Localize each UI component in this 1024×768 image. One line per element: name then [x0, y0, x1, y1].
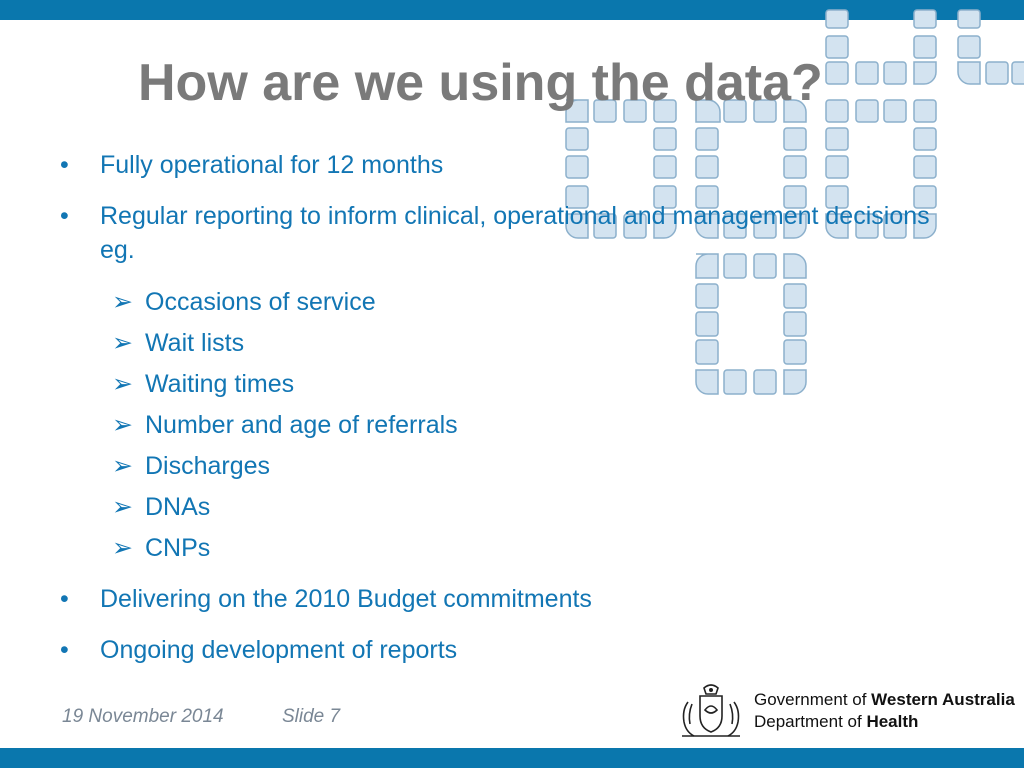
logo-department-line: Department of Health — [754, 712, 919, 731]
arrow-bullet-icon: ➢ — [112, 411, 133, 439]
government-logo — [676, 680, 1016, 742]
sub-bullet-text: Wait lists — [145, 329, 245, 357]
arrow-bullet-icon: ➢ — [112, 288, 133, 316]
sub-bullet-text: Number and age of referrals — [145, 411, 458, 439]
sub-bullet-text: Waiting times — [145, 370, 295, 398]
bullet-text: Ongoing development of reports — [100, 636, 458, 664]
logo-government-line: Government of Western Australia — [754, 690, 1015, 709]
bullet-text: Fully operational for 12 months — [100, 151, 444, 179]
slide-number: Slide 7 — [282, 706, 341, 727]
sub-bullet-text: CNPs — [145, 534, 211, 562]
arrow-bullet-icon: ➢ — [112, 370, 133, 398]
bottom-accent-bar — [0, 748, 1024, 768]
sub-bullet-text: DNAs — [145, 493, 211, 521]
slide-title: How are we using the data? — [138, 54, 823, 112]
sub-bullet-text: Occasions of service — [145, 288, 376, 316]
bullet-text: Regular reporting to inform clinical, operational and management decisions eg. — [100, 202, 930, 264]
bullet-dot-icon: • — [60, 202, 69, 230]
bullet-dot-icon: • — [60, 636, 69, 664]
bullet-dot-icon: • — [60, 151, 69, 179]
sub-bullet-text: Discharges — [145, 452, 271, 480]
arrow-bullet-icon: ➢ — [112, 329, 133, 357]
arrow-bullet-icon: ➢ — [112, 452, 133, 480]
bullet-text: Delivering on the 2010 Budget commitments — [100, 585, 592, 613]
arrow-bullet-icon: ➢ — [112, 493, 133, 521]
wa-coat-of-arms-icon — [676, 680, 746, 740]
arrow-bullet-icon: ➢ — [112, 534, 133, 562]
footer-date: 19 November 2014 — [62, 706, 224, 727]
bullet-dot-icon: • — [60, 585, 69, 613]
